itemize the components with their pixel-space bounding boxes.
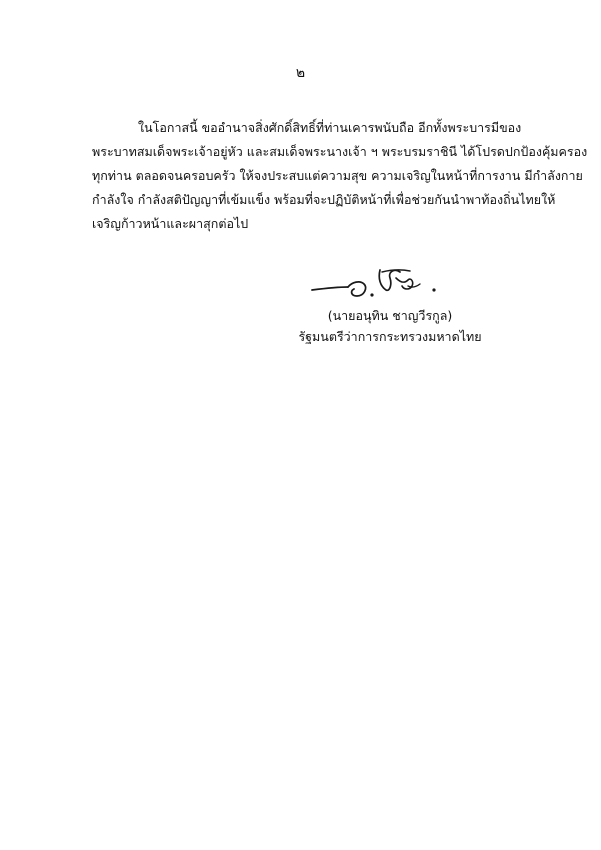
body-line: พระบาทสมเด็จพระเจ้าอยู่หัว และสมเด็จพระนางเจ้า ฯ พระบรมราชินี ได้โปรดปกป้องคุ้มครอง bbox=[92, 144, 588, 159]
page-number: ๒ bbox=[295, 65, 306, 81]
body-line: กำลังใจ กำลังสติปัญญาที่เข้มแข็ง พร้อมที่จะปฏิบัติหน้าที่เพื่อช่วยกันนำพาท้องถิ่นไทยให้ bbox=[92, 192, 556, 207]
signer-name: (นายอนุทิน ชาญวีรกูล) bbox=[327, 308, 453, 323]
body-line: ทุกท่าน ตลอดจนครอบครัว ให้จงประสบแต่ความสุข ความเจริญในหน้าที่การงาน มีกำลังกาย bbox=[92, 168, 583, 183]
body-line: ในโอกาสนี้ ขออำนาจสิ่งศักดิ์สิทธิ์ที่ท่านเคารพนับถือ อีกทั้งพระบารมีของ bbox=[138, 120, 522, 135]
body-line: เจริญก้าวหน้าและผาสุกต่อไป bbox=[92, 216, 249, 231]
signer-title: รัฐมนตรีว่าการกระทรวงมหาดไทย bbox=[298, 329, 482, 344]
handwritten-signature bbox=[308, 260, 448, 308]
body-paragraph bbox=[92, 116, 588, 236]
